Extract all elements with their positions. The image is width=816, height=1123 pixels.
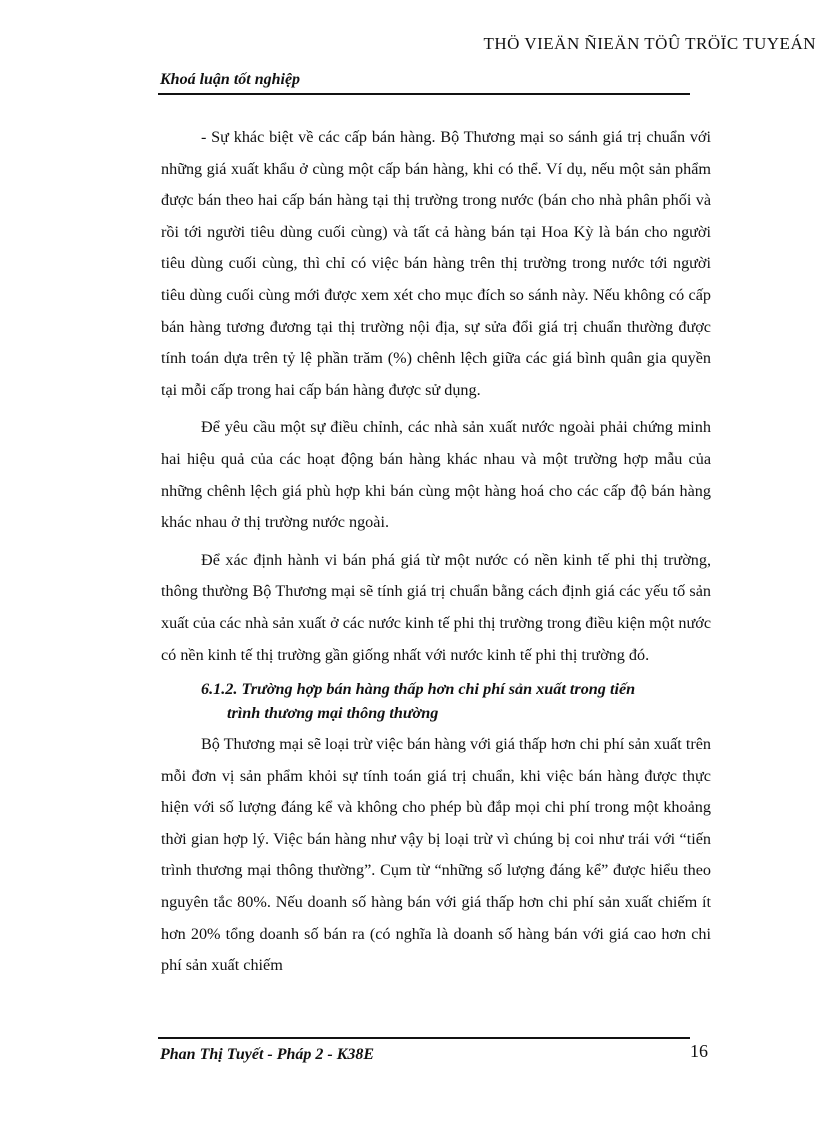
body-paragraph: Để yêu cầu một sự điều chỉnh, các nhà sản xuất nước ngoài phải chứng minh hai hiệu quả của các hoạt động bán hàng khác nhau và một trường hợp mẫu của những chênh lệch giá phù hợp khi bán cùng một hàng hoá cho các cấp độ bán hàng khác nhau ở thị trường nước ngoài. bbox=[161, 418, 711, 532]
footer-divider bbox=[158, 1037, 690, 1039]
footer-author: Phan Thị Tuyết - Pháp 2 - K38E bbox=[160, 1046, 375, 1063]
body-paragraph: - Sự khác biệt về các cấp bán hàng. Bộ Thương mại so sánh giá trị chuẩn với những giá xuất khẩu ở cùng một cấp bán hàng, khi có thể. Ví dụ, nếu một sản phẩm được bán theo hai cấp bán hàng tại thị trường trong nước (bán cho nhà phân phối và rồi tới người tiêu dùng cuối cùng) và tất cả hàng bán tại Hoa Kỳ là bán cho người tiêu dùng cuối cùng, thì chỉ có việc bán hàng trên thị trường trong nước tới người tiêu dùng cuối cùng mới được xem xét cho mục đích so sánh này. Nếu không có cấp bán hàng tương đương tại thị trường nội địa, sự sửa đổi giá trị chuẩn thường được tính toán dựa trên tỷ lệ phần trăm (%) chênh lệch giữa các giá bình quân gia quyền tại mỗi cấp trong hai cấp bán hàng được sử dụng. bbox=[161, 128, 711, 399]
body-paragraph: Để xác định hành vi bán phá giá từ một nước có nền kinh tế phi thị trường, thông thường Bộ Thương mại sẽ tính giá trị chuẩn bằng cách định giá các yếu tố sản xuất của các nhà sản xuất ở các nước kinh tế phi thị trường trong điều kiện một nước có nền kinh tế thị trường gần giống nhất với nước kinh tế phi thị trường đó. bbox=[161, 550, 711, 664]
header-divider bbox=[158, 93, 690, 95]
page-number: 16 bbox=[690, 1041, 708, 1061]
body-paragraph: Bộ Thương mại sẽ loại trừ việc bán hàng với giá thấp hơn chi phí sản xuất trên mỗi đơn vị sản phẩm khỏi sự tính toán giá trị chuẩn, khi việc bán hàng được thực hiện với số lượng đáng kể và không cho phép bù đắp mọi chi phí trong một khoảng thời gian hợp lý. Việc bán hàng như vậy bị loại trừ vì chúng bị coi như trái với “tiến trình thương mại thông thường”. Cụm từ “những số lượng đáng kể” được hiểu theo nguyên tắc 80%. Nếu doanh số hàng bán với giá thấp hơn chi phí sản xuất chiếm ít hơn 20% tổng doanh số bán ra (có nghĩa là doanh số hàng bán với giá cao hơn chi phí sản xuất chiếm bbox=[161, 735, 712, 975]
section-heading-line1: 6.1.2. Trường hợp bán hàng thấp hơn chi phí sản xuất trong tiến bbox=[201, 680, 636, 699]
section-heading-line2: trình thương mại thông thường bbox=[227, 704, 439, 723]
library-watermark: THÖ VIEÄN ÑIEÄN TÖÛ TRÖÏC TUYEÁN bbox=[483, 34, 816, 53]
section-heading bbox=[161, 677, 711, 725]
page-header-title: Khoá luận tốt nghiệp bbox=[160, 71, 301, 88]
document-body bbox=[161, 122, 711, 988]
